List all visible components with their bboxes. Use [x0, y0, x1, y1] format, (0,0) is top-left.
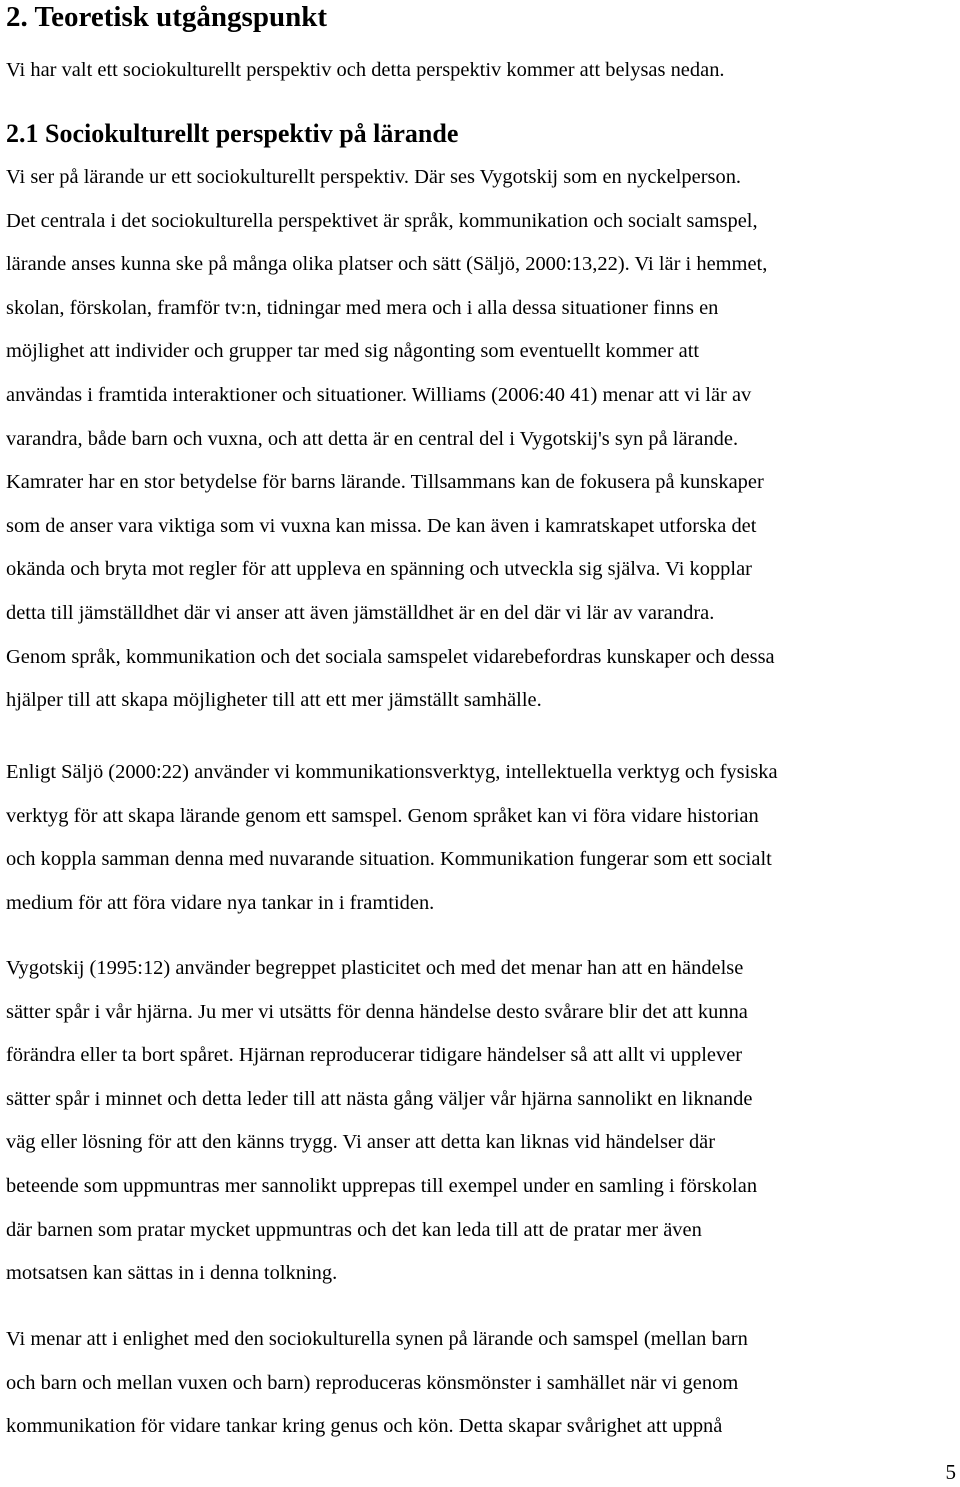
paragraph-line: motsatsen kan sättas in i denna tolkning. — [6, 1262, 338, 1285]
body-paragraph-3 — [6, 947, 958, 1296]
body-paragraph-2 — [6, 751, 958, 925]
paragraph-line: detta till jämställdhet där vi anser att även jämställdhet är en del där vi lär av varandra. — [6, 601, 715, 624]
paragraph-line: hjälper till att skapa möjligheter till att ett mer jämställt samhälle. — [6, 689, 542, 712]
paragraph-line: sätter spår i vår hjärna. Ju mer vi utsätts för denna händelse desto svårare blir det att kunna — [6, 1000, 748, 1023]
paragraph-line: Det centrala i det sociokulturella perspektivet är språk, kommunikation och socialt samspel, — [6, 209, 758, 232]
intro-paragraph — [6, 49, 958, 93]
paragraph-line: Vi menar att i enlighet med den sociokulturella synen på lärande och samspel (mellan barn — [6, 1328, 748, 1350]
paragraph-line: Vi ser på lärande ur ett sociokulturellt perspektiv. Där ses Vygotskij som en nyckelperson. — [6, 166, 742, 188]
paragraph-line: verktyg för att skapa lärande genom ett samspel. Genom språket kan vi föra vidare historian — [6, 804, 759, 827]
paragraph-line: varandra, både barn och vuxna, och att detta är en central del i Vygotskij's syn på lärande. — [6, 427, 739, 450]
paragraph-line: förändra eller ta bort spåret. Hjärnan reproducerar tidigare händelser så att allt vi upplever — [6, 1044, 743, 1067]
paragraph-line: som de anser vara viktiga som vi vuxna kan missa. De kan även i kamratskapet utforska det — [6, 514, 757, 537]
paragraph-line: väg eller lösning för att den känns trygg. Vi anser att detta kan liknas vid händelser där — [6, 1131, 716, 1154]
paragraph-line: medium för att föra vidare nya tankar in i framtiden. — [6, 891, 435, 914]
subsection-heading: 2.1 Sociokulturellt perspektiv på lärande — [6, 119, 459, 148]
paragraph-line: Vygotskij (1995:12) använder begreppet plasticitet och med det menar han att en händelse — [6, 957, 744, 979]
page-number: 5 — [945, 1460, 956, 1484]
paragraph-line: användas i framtida interaktioner och situationer. Williams (2006:40 41) menar att vi lär av — [6, 383, 752, 406]
paragraph-line: lärande anses kunna ske på många olika platser och sätt (Säljö, 2000:13,22). Vi lär i hemmet, — [6, 253, 768, 276]
paragraph-line: Vi har valt ett sociokulturellt perspektiv och detta perspektiv kommer att belysas nedan. — [6, 59, 725, 81]
paragraph-line: där barnen som pratar mycket uppmuntras och det kan leda till att de pratar mer även — [6, 1218, 702, 1241]
paragraph-line: Enligt Säljö (2000:22) använder vi kommunikationsverktyg, intellektuella verktyg och fysiska — [6, 761, 778, 783]
section-heading: 2. Teoretisk utgångspunkt — [6, 1, 327, 33]
paragraph-line: beteende som uppmuntras mer sannolikt upprepas till exempel under en samling i förskolan — [6, 1174, 758, 1197]
body-paragraph-4 — [6, 1318, 958, 1449]
paragraph-line: sätter spår i minnet och detta leder till att nästa gång väljer vår hjärna sannolikt en liknande — [6, 1087, 753, 1110]
paragraph-line: skolan, förskolan, framför tv:n, tidningar med mera och i alla dessa situationer finns en — [6, 296, 719, 319]
paragraph-line: okända och bryta mot regler för att uppleva en spänning och utveckla sig själva. Vi kopplar — [6, 558, 752, 581]
paragraph-line: Genom språk, kommunikation och det sociala samspelet vidarebefordras kunskaper och dessa — [6, 645, 775, 668]
paragraph-line: och barn och mellan vuxen och barn) reproduceras könsmönster i samhället när vi genom — [6, 1371, 739, 1394]
body-paragraph-1 — [6, 156, 958, 723]
paragraph-line: kommunikation för vidare tankar kring genus och kön. Detta skapar svårighet att uppnå — [6, 1415, 723, 1438]
paragraph-line: möjlighet att individer och grupper tar med sig någonting som eventuellt kommer att — [6, 340, 700, 363]
paragraph-line: Kamrater har en stor betydelse för barns lärande. Tillsammans kan de fokusera på kunskaper — [6, 471, 764, 494]
paragraph-line: och koppla samman denna med nuvarande situation. Kommunikation fungerar som ett socialt — [6, 848, 772, 871]
